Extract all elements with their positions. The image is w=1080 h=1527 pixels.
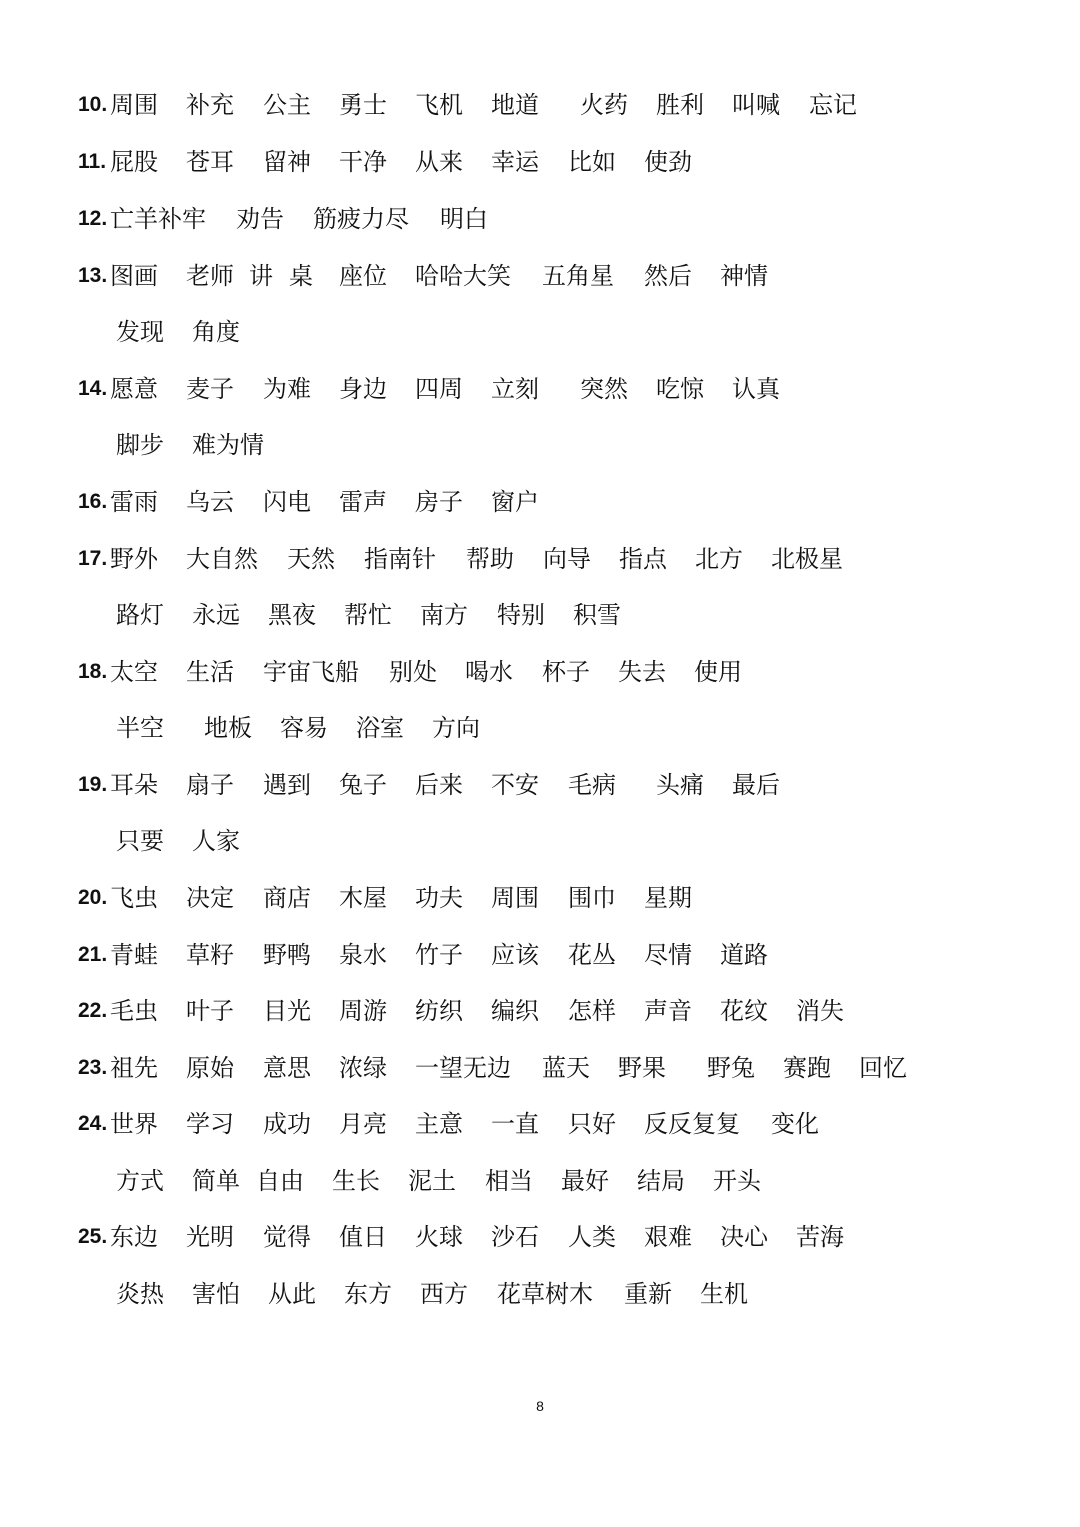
vocab-word: 人家 [192, 827, 240, 855]
vocab-word: 月亮 [339, 1110, 387, 1138]
vocab-word: 世界 [110, 1110, 158, 1138]
lesson-number: 17. [78, 547, 108, 570]
vocab-word: 学习 [186, 1110, 234, 1138]
lesson-number: 24. [78, 1112, 108, 1135]
vocab-word: 座位 [339, 262, 387, 290]
vocab-line [78, 1048, 978, 1088]
vocab-word: 太空 [110, 658, 158, 686]
vocab-word: 窗户 [491, 488, 539, 516]
vocab-word: 认真 [732, 375, 780, 403]
vocab-word: 身边 [339, 375, 387, 403]
vocab-word: 吃惊 [656, 375, 704, 403]
vocab-word: 雷雨 [110, 488, 158, 516]
vocab-word: 生机 [700, 1280, 748, 1308]
vocab-line [78, 1104, 978, 1144]
vocab-line [78, 425, 978, 465]
vocab-line [78, 539, 978, 579]
vocab-word: 浴室 [356, 714, 404, 742]
vocab-word: 光明 [186, 1223, 234, 1251]
vocab-word: 泥土 [408, 1167, 456, 1195]
vocab-word: 尽情 [644, 941, 692, 969]
vocab-word: 害怕 [192, 1280, 240, 1308]
vocab-word: 怎样 [568, 997, 616, 1025]
vocab-word: 自由 [256, 1167, 304, 1195]
vocab-word: 四周 [415, 375, 463, 403]
vocab-word: 使用 [694, 658, 742, 686]
vocab-word: 艰难 [644, 1223, 692, 1251]
vocab-word: 祖先 [110, 1054, 158, 1082]
vocab-word: 容易 [280, 714, 328, 742]
vocab-word: 成功 [263, 1110, 311, 1138]
vocab-word: 西方 [420, 1280, 468, 1308]
vocab-word: 杯子 [542, 658, 590, 686]
vocab-word: 野果 [618, 1054, 666, 1082]
vocab-word: 神情 [720, 262, 768, 290]
vocab-word: 立刻 [491, 375, 539, 403]
vocab-line [78, 595, 978, 635]
vocab-word: 方式 [116, 1167, 164, 1195]
vocab-word: 北极星 [771, 545, 843, 573]
vocab-word: 东方 [344, 1280, 392, 1308]
vocab-word: 编织 [491, 997, 539, 1025]
vocab-word: 商店 [263, 884, 311, 912]
vocab-word: 兔子 [339, 771, 387, 799]
vocab-word: 喝水 [465, 658, 513, 686]
vocab-word: 叫喊 [732, 91, 780, 119]
vocab-word: 半空 [116, 714, 164, 742]
vocab-word: 不安 [491, 771, 539, 799]
vocab-word: 消失 [796, 997, 844, 1025]
vocab-word: 生长 [332, 1167, 380, 1195]
vocab-word: 火药 [580, 91, 628, 119]
lesson-number: 25. [78, 1225, 108, 1248]
vocab-line [78, 821, 978, 861]
vocab-word: 一望无边 [415, 1054, 511, 1082]
vocab-word: 桌 [289, 262, 313, 290]
vocab-word: 别处 [389, 658, 437, 686]
vocab-word: 毛病 [568, 771, 616, 799]
vocab-word: 声音 [644, 997, 692, 1025]
vocab-word: 飞机 [415, 91, 463, 119]
vocab-word: 只好 [568, 1110, 616, 1138]
vocab-word: 从来 [415, 148, 463, 176]
vocab-word: 劝告 [236, 205, 284, 233]
vocab-line [78, 765, 978, 805]
vocab-word: 木屋 [339, 884, 387, 912]
vocab-word: 意思 [263, 1054, 311, 1082]
vocab-word: 明白 [440, 205, 488, 233]
vocab-word: 特别 [497, 601, 545, 629]
vocab-word: 北方 [695, 545, 743, 573]
vocab-word: 泉水 [339, 941, 387, 969]
vocab-word: 主意 [415, 1110, 463, 1138]
vocab-word: 突然 [580, 375, 628, 403]
vocab-word: 叶子 [186, 997, 234, 1025]
vocab-word: 青蛙 [110, 941, 158, 969]
vocab-word: 遇到 [263, 771, 311, 799]
vocab-word: 决定 [186, 884, 234, 912]
vocab-line [78, 142, 978, 182]
vocab-word: 简单 [192, 1167, 240, 1195]
lesson-number: 19. [78, 773, 108, 796]
vocab-word: 帮助 [466, 545, 514, 573]
vocab-word: 耳朵 [110, 771, 158, 799]
vocab-line [78, 1274, 978, 1314]
vocab-word: 地板 [204, 714, 252, 742]
vocab-word: 周围 [110, 91, 158, 119]
vocab-word: 比如 [568, 148, 616, 176]
lesson-number: 18. [78, 660, 108, 683]
vocab-line [78, 708, 978, 748]
lesson-number: 11. [78, 150, 107, 173]
vocab-word: 图画 [110, 262, 158, 290]
vocab-word: 房子 [415, 488, 463, 516]
vocab-word: 公主 [263, 91, 311, 119]
vocab-word: 角度 [192, 318, 240, 346]
vocab-word: 纺织 [415, 997, 463, 1025]
vocab-word: 指南针 [364, 545, 436, 573]
vocab-word: 花纹 [720, 997, 768, 1025]
vocab-word: 一直 [491, 1110, 539, 1138]
vocab-word: 最后 [732, 771, 780, 799]
vocab-word: 永远 [192, 601, 240, 629]
lesson-number: 12. [78, 207, 108, 230]
vocab-word: 草籽 [186, 941, 234, 969]
vocab-word: 干净 [339, 148, 387, 176]
vocab-word: 觉得 [263, 1223, 311, 1251]
vocab-word: 回忆 [859, 1054, 907, 1082]
vocab-line [78, 652, 978, 692]
vocab-word: 火球 [415, 1223, 463, 1251]
vocab-word: 脚步 [116, 431, 164, 459]
vocab-word: 五角星 [542, 262, 614, 290]
page-number: 8 [536, 1398, 544, 1414]
vocab-word: 胜利 [656, 91, 704, 119]
vocab-word: 周游 [339, 997, 387, 1025]
vocab-word: 决心 [720, 1223, 768, 1251]
vocab-word: 飞虫 [110, 884, 158, 912]
vocab-word: 开头 [713, 1167, 761, 1195]
lesson-number: 20. [78, 886, 108, 909]
vocab-word: 重新 [624, 1280, 672, 1308]
vocab-word: 南方 [420, 601, 468, 629]
vocab-line [78, 199, 978, 239]
vocab-word: 大自然 [186, 545, 258, 573]
vocab-word: 野鸭 [263, 941, 311, 969]
vocab-word: 野外 [110, 545, 158, 573]
vocab-word: 苦海 [796, 1223, 844, 1251]
vocab-word: 野兔 [707, 1054, 755, 1082]
lesson-number: 16. [78, 490, 108, 513]
vocab-word: 老师 [186, 262, 234, 290]
vocab-word: 蓝天 [542, 1054, 590, 1082]
vocab-line [78, 482, 978, 522]
vocab-word: 花草树木 [497, 1280, 593, 1308]
vocab-word: 人类 [568, 1223, 616, 1251]
vocab-word: 忘记 [809, 91, 857, 119]
vocab-word: 最好 [561, 1167, 609, 1195]
vocab-line [78, 256, 978, 296]
vocab-word: 留神 [263, 148, 311, 176]
vocab-word: 赛跑 [783, 1054, 831, 1082]
vocab-word: 讲 [249, 262, 273, 290]
vocab-word: 竹子 [415, 941, 463, 969]
vocab-word: 哈哈大笑 [415, 262, 511, 290]
vocab-word: 功夫 [415, 884, 463, 912]
vocab-word: 星期 [644, 884, 692, 912]
lesson-number: 21. [78, 943, 108, 966]
vocab-word: 只要 [116, 827, 164, 855]
lesson-number: 14. [78, 377, 108, 400]
vocab-line [78, 1217, 978, 1257]
vocab-word: 毛虫 [110, 997, 158, 1025]
vocab-word: 道路 [720, 941, 768, 969]
lesson-number: 23. [78, 1056, 108, 1079]
vocab-word: 后来 [415, 771, 463, 799]
vocab-word: 炎热 [116, 1280, 164, 1308]
vocab-word: 围巾 [568, 884, 616, 912]
vocab-word: 失去 [618, 658, 666, 686]
vocab-word: 地道 [491, 91, 539, 119]
vocab-line [78, 878, 978, 918]
vocab-word: 变化 [771, 1110, 819, 1138]
vocab-word: 黑夜 [268, 601, 316, 629]
vocab-word: 苍耳 [186, 148, 234, 176]
vocab-word: 亡羊补牢 [110, 205, 206, 233]
vocab-line [78, 991, 978, 1031]
vocab-word: 愿意 [110, 375, 158, 403]
vocab-word: 筋疲力尽 [313, 205, 409, 233]
vocab-word: 难为情 [192, 431, 264, 459]
vocab-word: 使劲 [644, 148, 692, 176]
lesson-number: 13. [78, 264, 108, 287]
vocab-word: 乌云 [186, 488, 234, 516]
vocab-word: 扇子 [186, 771, 234, 799]
vocab-word: 反反复复 [644, 1110, 740, 1138]
vocab-word: 勇士 [339, 91, 387, 119]
vocab-word: 头痛 [656, 771, 704, 799]
vocab-line [78, 935, 978, 975]
vocab-word: 宇宙飞船 [263, 658, 359, 686]
vocab-word: 路灯 [116, 601, 164, 629]
vocab-word: 麦子 [186, 375, 234, 403]
vocab-word: 积雪 [573, 601, 621, 629]
vocab-word: 花丛 [568, 941, 616, 969]
lesson-number: 10. [78, 93, 108, 116]
vocab-word: 周围 [491, 884, 539, 912]
vocab-word: 结局 [637, 1167, 685, 1195]
vocab-word: 值日 [339, 1223, 387, 1251]
vocab-word: 向导 [543, 545, 591, 573]
vocab-word: 应该 [491, 941, 539, 969]
vocab-word: 目光 [263, 997, 311, 1025]
vocab-line [78, 369, 978, 409]
vocab-word: 幸运 [491, 148, 539, 176]
vocab-word: 沙石 [491, 1223, 539, 1251]
vocab-word: 然后 [644, 262, 692, 290]
vocab-word: 指点 [619, 545, 667, 573]
vocab-word: 浓绿 [339, 1054, 387, 1082]
vocab-word: 东边 [110, 1223, 158, 1251]
vocab-word: 闪电 [263, 488, 311, 516]
vocab-word: 发现 [116, 318, 164, 346]
vocab-word: 方向 [432, 714, 480, 742]
vocab-word: 帮忙 [344, 601, 392, 629]
vocab-word: 生活 [186, 658, 234, 686]
vocab-word: 原始 [186, 1054, 234, 1082]
vocab-word: 补充 [186, 91, 234, 119]
vocab-word: 为难 [263, 375, 311, 403]
vocab-line [78, 312, 978, 352]
vocab-word: 屁股 [110, 148, 158, 176]
vocab-word: 天然 [287, 545, 335, 573]
vocab-word: 相当 [485, 1167, 533, 1195]
vocab-line [78, 85, 978, 125]
vocab-line [78, 1161, 978, 1201]
lesson-number: 22. [78, 999, 108, 1022]
vocab-word: 从此 [268, 1280, 316, 1308]
vocab-word: 雷声 [339, 488, 387, 516]
